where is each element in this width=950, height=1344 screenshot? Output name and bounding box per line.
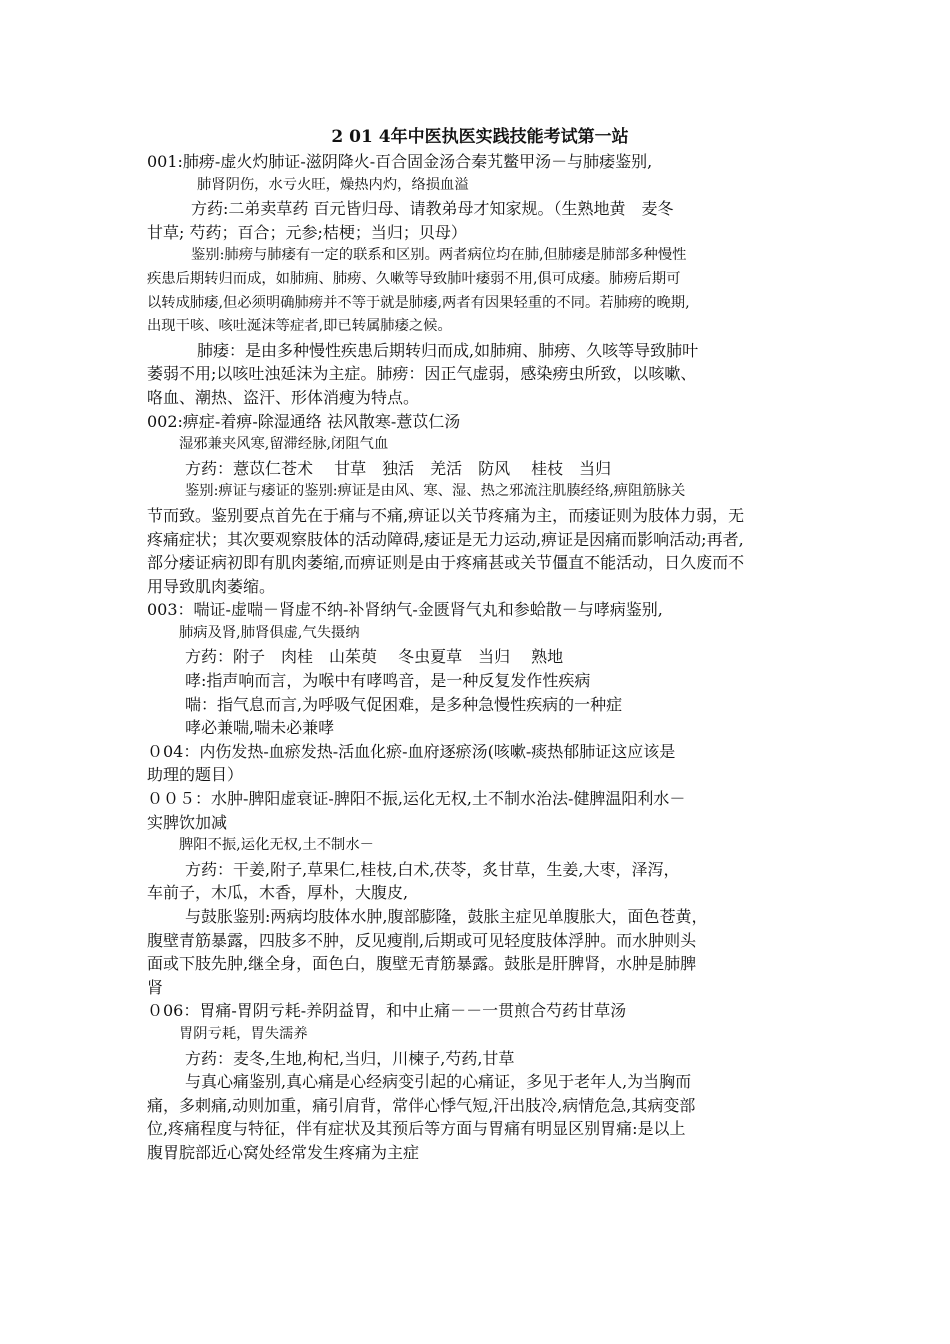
text-line: 用导致肌肉萎缩。: [147, 576, 276, 596]
document-page: [145, 124, 815, 1165]
text-line: 痛，多刺痛,动则加重，痛引肩背，常伴心悸气短,汗出肢冷,病情危急,其病变部: [147, 1095, 696, 1115]
text-line: 方药：干姜,附子,草果仁,桂枝,白术,茯苓，炙甘草，生姜,大枣，泽泻，: [185, 859, 680, 879]
text-line: 脾阳不振,运化无权,土不制水－: [179, 837, 374, 854]
text-line: 车前子，木瓜，木香，厚朴，大腹皮,: [147, 883, 409, 903]
text-line: 疾患后期转归而成，如肺痈、肺痨、久嗽等导致肺叶痿弱不用,俱可成痿。肺痨后期可: [147, 270, 681, 287]
text-line: 面或下肢先肿,继全身，面色白，腹壁无青筋暴露。鼓胀是肝脾肾，水肿是肺脾: [147, 954, 697, 974]
text-line: 鉴别:痹证与痿证的鉴别:痹证是由风、寒、湿、热之邪流注肌腠经络,痹阻筋脉关: [185, 483, 686, 500]
text-line: 与真心痛鉴别,真心痛是心经病变引起的心痛证，多见于老年人,为当胸而: [185, 1072, 692, 1092]
text-line: 肾: [147, 977, 164, 997]
text-line: 肺痿：是由多种慢性疾患后期转归而成,如肺痈、肺痨、久咳等导致肺叶: [197, 340, 699, 360]
text-line: 鉴别:肺痨与肺痿有一定的联系和区别。两者病位均在肺,但肺痿是肺部多种慢性: [191, 247, 687, 264]
text-line: 萎弱不用;以咳吐浊延沫为主症。肺痨：因正气虚弱，感染痨虫所致，以咳嗽、: [147, 364, 697, 384]
text-line: ０04：内伤发热-血瘀发热-活血化瘀-血府逐瘀汤(咳嗽-痰热郁肺证这应该是: [147, 741, 676, 761]
text-line: 以转成肺痿,但必须明确肺痨并不等于就是肺痿,两者有因果轻重的不同。若肺痨的晚期,: [147, 294, 690, 311]
text-line: 湿邪兼夹风寒,留滞经脉,闭阻气血: [179, 436, 389, 453]
text-line: 方药：麦冬,生地,枸杞,当归，川楝子,芍药,甘草: [185, 1048, 515, 1068]
text-line: 喘：指气息而言,为呼吸气促困难，是多种急慢性疾病的一种症: [185, 694, 623, 714]
text-line: 腹壁青筋暴露，四肢多不肿，反见瘦削,后期或可见轻度肢体浮肿。而水肿则头: [147, 930, 697, 950]
text-line: 位,疼痛程度与特征，伴有症状及其预后等方面与胃痛有明显区别胃痛:是以上: [147, 1119, 686, 1139]
document-title: 2 01 4年中医执医实践技能考试第一站: [331, 127, 629, 147]
text-line: 方药:二弟卖草药 百元皆归母、请教弟母才知家规。（生熟地黄 麦冬: [191, 199, 674, 219]
text-line: 胃阴亏耗，胃失濡养: [179, 1025, 308, 1042]
text-line: 肺肾阴伤，水亏火旺，燥热内灼，络损血溢: [197, 176, 469, 193]
text-line: 助理的题目）: [147, 765, 244, 785]
text-line: 节而致。鉴别要点首先在于痛与不痛,痹证以关节疼痛为主，而痿证则为肢体力弱，无: [147, 505, 745, 525]
text-line: 甘草; 芍药；百合；元参;桔梗；当归；贝母）: [147, 222, 467, 242]
text-line: ００５：水肿-脾阳虚衰证-脾阳不振,运化无权,土不制水治法-健脾温阳利水－: [147, 789, 686, 809]
text-line: 方药：薏苡仁苍术 甘草 独活 羌活 防风 桂枝 当归: [185, 458, 612, 478]
text-line: 哮必兼喘,喘未必兼哮: [185, 718, 335, 738]
text-line: ０06：胃痛-胃阴亏耗-养阴益胃，和中止痛－－一贯煎合芍药甘草汤: [147, 1001, 627, 1021]
text-line: 002:痹症-着痹-除湿通络 祛风散寒-薏苡仁汤: [147, 411, 461, 431]
text-line: 与鼓胀鉴别:两病均肢体水肿,腹部膨隆，鼓胀主症见单腹胀大，面色苍黄，: [185, 907, 708, 926]
text-line: 哮:指声响而言，为喉中有哮鸣音，是一种反复发作性疾病: [185, 671, 591, 691]
text-line: 肺病及肾,肺肾俱虚,气失摄纳: [179, 624, 360, 641]
text-line: 001:肺痨-虚火灼肺证-滋阴降火-百合固金汤合秦艽鳖甲汤－与肺痿鉴别,: [147, 152, 653, 171]
text-line: 咯血、潮热、盗汗、形体消瘦为特点。: [147, 387, 420, 407]
text-line: 003：喘证-虚喘－肾虚不纳-补肾纳气-金匮肾气丸和参蛤散－与哮病鉴别,: [147, 600, 663, 620]
text-line: 出现干咳、咳吐涎沫等症者,即已转属肺痿之候。: [147, 318, 452, 335]
text-line: 疼痛症状；其次要观察肢体的活动障碍,痿证是无力运动,痹证是因痛而影响活动;再者,: [147, 529, 744, 549]
text-line: 方药：附子 肉桂 山茱萸 冬虫夏草 当归 熟地: [185, 647, 564, 667]
text-line: 部分痿证病初即有肌肉萎缩,而痹证则是由于疼痛甚或关节僵直不能活动，日久废而不: [147, 553, 745, 573]
text-line: 腹胃脘部近心窝处经常发生疼痛为主症: [147, 1142, 420, 1162]
text-line: 实脾饮加减: [147, 812, 228, 832]
